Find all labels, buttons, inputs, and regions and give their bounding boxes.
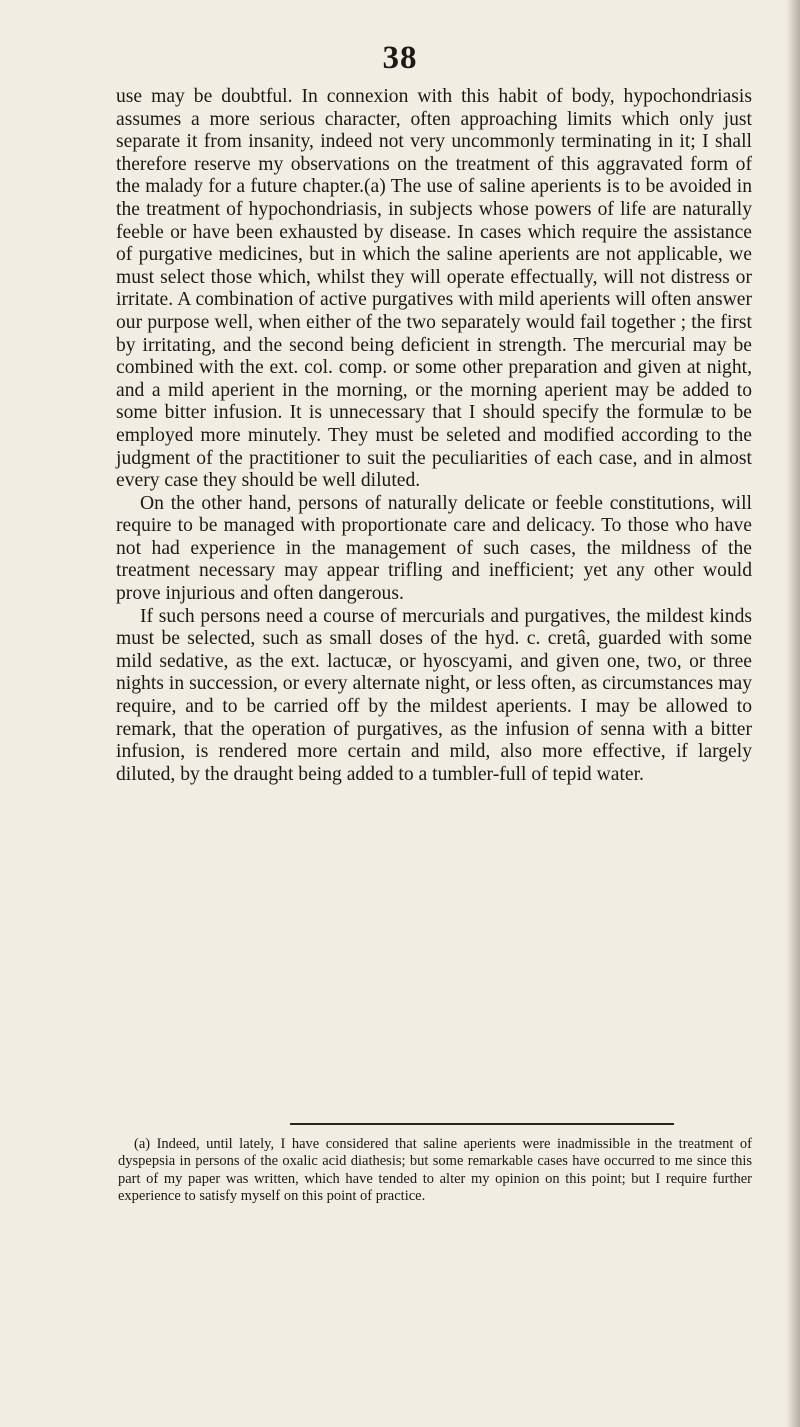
page-edge-shadow: [786, 0, 800, 1427]
paragraph-2: On the other hand, persons of naturally delicate or feeble constitutions, will require to be managed with proportionate care and delicacy. To those who have not had experience in the management of such cases, the mildness of the treatment necessary may appear trifling and inefficient; yet any other would prove injurious and often dangerous.: [116, 492, 752, 605]
page-number: 38: [382, 40, 418, 76]
footnote-text: (a) Indeed, until lately, I have considered that saline aperients were inadmissible in the treatment of dyspepsia in persons of the oxalic acid diathesis; but some remarkable cases have occurred to me since this part of my paper was written, which have tended to alter my opinion on this point; but I require further experience to satisfy myself on this point of practice.: [118, 1136, 752, 1205]
footnote: [118, 1136, 752, 1206]
paragraph-3: If such persons need a course of mercurials and purgatives, the mildest kinds must be selected, such as small doses of the hyd. c. cretâ, guarded with some mild sedative, as the ext. lactucæ, or hyoscyami, and given one, two, or three nights in succession, or every alternate night, or less often, as circumstances may require, and to be carried off by the mildest aperients. I may be allowed to remark, that the operation of purgatives, as the infusion of senna with a bitter infusion, is rendered more certain and mild, also more effective, if largely diluted, by the draught being added to a tumbler-full of tepid water.: [116, 605, 752, 785]
footnote-divider: [290, 1123, 674, 1125]
paragraph-1: use may be doubtful. In connexion with this habit of body, hypochondriasis assumes a more serious character, often approaching limits which only just separate it from insanity, indeed not very uncommonly terminating in it; I shall therefore reserve my observations on the treatment of this aggravated form of the malady for a future chapter.(a) The use of saline aperients is to be avoided in the treatment of hypochondriasis, in subjects whose powers of life are naturally feeble or have been exhausted by disease. In cases which require the assistance of purgative medicines, but in which the saline aperients are not applicable, we must select those which, whilst they will operate effectually, will not distress or irritate. A combination of active purgatives with mild aperients will often answer our purpose well, when either of the two separately would fail together ; the first by irritating, and the second being deficient in strength. The mercurial may be combined with the ext. col. comp. or some other preparation and given at night, and a mild aperient in the morning, or the morning aperient may be added to some bitter infusion. It is unnecessary that I should specify the formulæ to be employed more minutely. They must be seleted and modified according to the judgment of the practitioner to suit the peculiarities of each case, and in almost every case they should be well diluted.: [116, 86, 752, 492]
body-text: [116, 86, 752, 786]
